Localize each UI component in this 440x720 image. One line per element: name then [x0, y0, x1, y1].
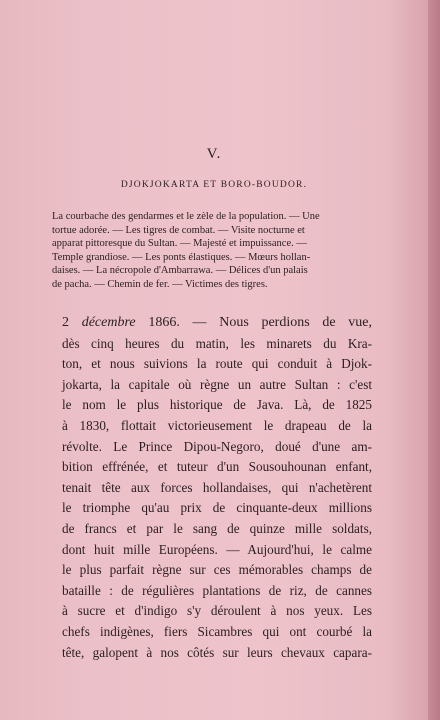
summary-line: de pacha. — Chemin de fer. — Victimes des tigres. [52, 278, 268, 290]
summary-line: apparat pittoresque du Sultan. — Majesté et impuissance. — [52, 238, 307, 250]
summary-line: tortue adorée. — Les tigres de combat. — Visite nocturne et [52, 224, 305, 236]
body-line: ton, et nous suivions la route qui conduit à Djok- [62, 356, 372, 372]
summary-line: daises. — La nécropole d'Ambarrawa. — Délices d'un palais [52, 265, 308, 277]
body-line: jokarta, la capitale où règne un autre Sultan : c'est [62, 376, 372, 392]
body-line: dont huit mille Européens. — Aujourd'hui, le calme [62, 541, 372, 557]
body-line-first [62, 313, 372, 334]
summary-line: Temple grandiose. — Les ponts élastiques. — Mœurs hollan- [52, 251, 311, 263]
body-line: à sucre et d'indigo s'y déroulent à nos yeux. Les [62, 603, 372, 619]
page-edge [428, 0, 440, 720]
date-number: 2 [62, 315, 69, 330]
chapter-title: DJOKJOKARTA ET BORO-BOUDOR. [120, 180, 308, 190]
body-paragraph [62, 313, 372, 663]
body-line: bataille : de régulières plantations de riz, de cannes [62, 582, 372, 598]
chapter-number: V. [206, 146, 222, 162]
date-month: décembre [81, 315, 136, 330]
body-line: bition effrénée, et tuteur d'un Sousouhounan enfant, [62, 459, 372, 475]
body-line: tenait tête aux forces hollandaises, qui n'achetèrent [62, 479, 372, 495]
summary-line: La courbache des gendarmes et le zèle de la population. — Une [52, 211, 320, 222]
body-line: révolte. Le Prince Dipou-Negoro, doué d'une am- [62, 438, 372, 454]
body-line: de francs et par le sang de quinze mille soldats, [62, 520, 372, 536]
body-line-rest: 1866. — Nous perdions de vue, [148, 315, 373, 330]
body-line: chefs indigènes, fiers Sicambres qui ont courbé la [62, 623, 372, 639]
body-line: dès cinq heures du matin, les minarets du Kra- [62, 335, 372, 351]
chapter-summary [52, 210, 372, 292]
body-line: le triomphe qu'au prix de cinquante-deux millions [62, 500, 372, 516]
body-line: le plus parfait règne sur ces mémorables champs de [62, 562, 372, 578]
body-line: le nom le plus historique de Java. Là, de 1825 [62, 397, 372, 413]
body-line: tête, galopent à nos côtés sur leurs chevaux capara- [62, 644, 372, 660]
body-line: à 1830, flottait victorieusement le drapeau de la [62, 417, 372, 433]
